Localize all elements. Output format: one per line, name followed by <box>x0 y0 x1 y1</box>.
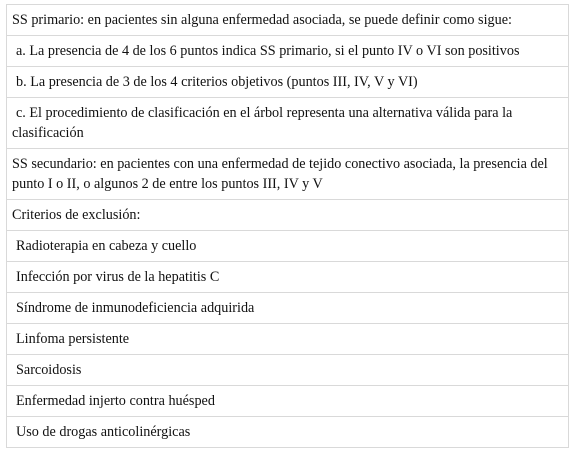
exclusion-item: Sarcoidosis <box>7 355 569 386</box>
table-row <box>7 98 569 149</box>
table-row <box>7 231 569 262</box>
table-row <box>7 386 569 417</box>
primary-ss-heading: SS primario: en pacientes sin alguna enfermedad asociada, se puede definir como sigue: <box>7 5 569 36</box>
secondary-ss-definition: SS secundario: en pacientes con una enfermedad de tejido conectivo asociada, la presencia del punto I o II, o algunos 2 de entre los puntos III, IV y V <box>7 149 569 200</box>
table-row <box>7 36 569 67</box>
primary-criterion-b: b. La presencia de 3 de los 4 criterios objetivos (puntos III, IV, V y VI) <box>7 67 569 98</box>
criteria-table-body <box>7 5 569 448</box>
classification-criteria-table <box>6 4 569 448</box>
table-row <box>7 417 569 448</box>
table-row <box>7 149 569 200</box>
table-row <box>7 200 569 231</box>
exclusion-item: Enfermedad injerto contra huésped <box>7 386 569 417</box>
table-row <box>7 5 569 36</box>
table-row <box>7 262 569 293</box>
exclusion-item: Síndrome de inmunodeficiencia adquirida <box>7 293 569 324</box>
primary-criterion-c: c. El procedimiento de clasificación en el árbol representa una alternativa válida para la clasificación <box>7 98 569 149</box>
exclusion-item: Uso de drogas anticolinérgicas <box>7 417 569 448</box>
table-row <box>7 67 569 98</box>
exclusion-criteria-heading: Criterios de exclusión: <box>7 200 569 231</box>
exclusion-item: Infección por virus de la hepatitis C <box>7 262 569 293</box>
table-row <box>7 324 569 355</box>
exclusion-item: Linfoma persistente <box>7 324 569 355</box>
exclusion-item: Radioterapia en cabeza y cuello <box>7 231 569 262</box>
primary-criterion-a: a. La presencia de 4 de los 6 puntos indica SS primario, si el punto IV o VI son positivos <box>7 36 569 67</box>
table-row <box>7 293 569 324</box>
table-row <box>7 355 569 386</box>
